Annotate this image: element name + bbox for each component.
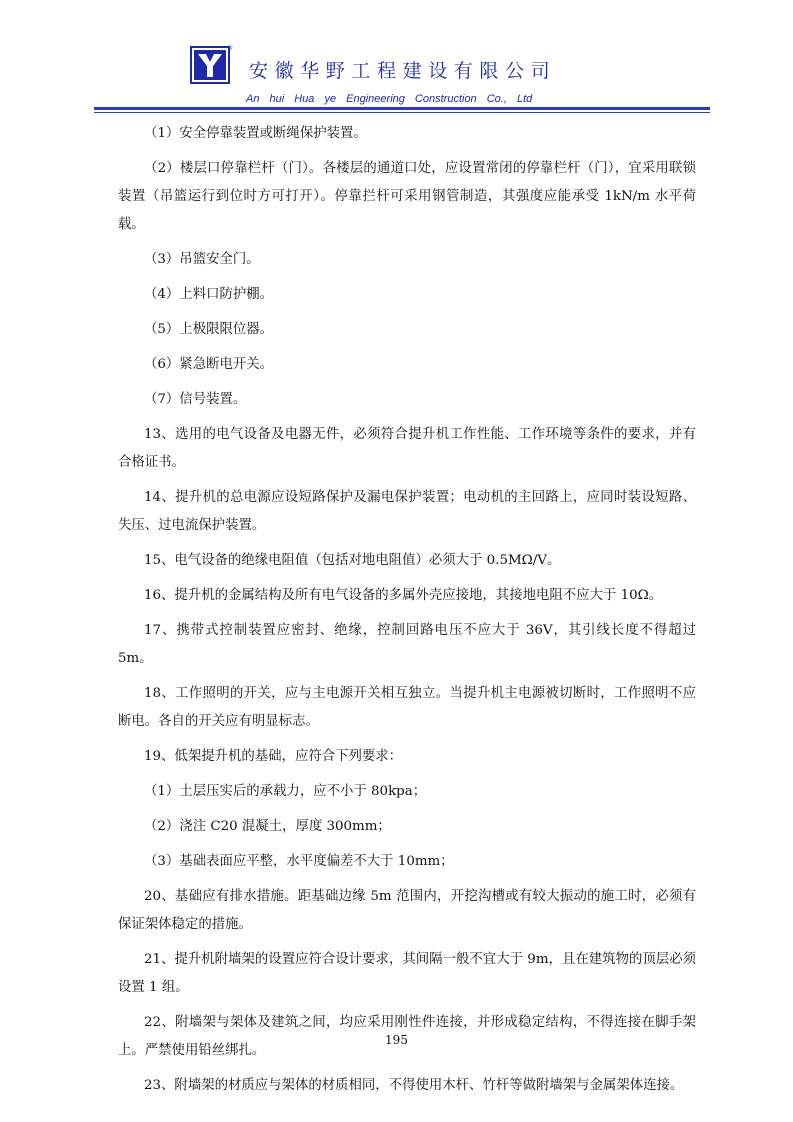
paragraph: 21、提升机附墙架的设置应符合设计要求，其间隔一般不宜大于 9m，且在建筑物的顶层必须设置 1 组。 bbox=[118, 952, 696, 995]
paragraph: （3）吊篮安全门。 bbox=[144, 252, 260, 267]
paragraph: （2）浇注 C20 混凝土，厚度 300mm； bbox=[144, 819, 391, 834]
paragraph: 16、提升机的金属结构及所有电气设备的多属外壳应接地，其接地电阻不应大于 10Ω。 bbox=[144, 588, 663, 603]
paragraph: （5）上极限限位器。 bbox=[144, 322, 274, 337]
paragraph: 14、提升机的总电源应设短路保护及漏电保护装置；电动机的主回路上，应同时装设短路、失压、过电流保护装置。 bbox=[118, 490, 696, 533]
document-body bbox=[118, 120, 696, 1107]
page-number: 195 bbox=[385, 1033, 408, 1047]
paragraph: 15、电气设备的绝缘电阻值（包括对地电阻值）必须大于 0.5MΩ/V。 bbox=[144, 553, 561, 568]
header-rule-thin bbox=[94, 112, 710, 113]
registered-mark: ® bbox=[227, 45, 233, 52]
paragraph: 23、附墙架的材质应与架体的材质相同，不得使用木杆、竹杆等做附墙架与金属架体连接。 bbox=[144, 1078, 684, 1093]
paragraph: 20、基础应有排水措施。距基础边缘 5m 范围内，开挖沟槽或有较大振动的施工时，必须有保证架体稳定的措施。 bbox=[118, 889, 696, 932]
company-name-cn: 安徽华野工程建设有限公司 bbox=[249, 60, 557, 82]
paragraph: （1）土层压实后的承载力，应不小于 80kpa； bbox=[144, 784, 427, 799]
paragraph: （6）紧急断电开关。 bbox=[144, 357, 274, 372]
paragraph: 13、选用的电气设备及电器无件，必须符合提升机工作性能、工作环境等条件的要求，并有合格证书。 bbox=[118, 427, 696, 470]
paragraph: 19、低架提升机的基础，应符合下列要求： bbox=[144, 749, 403, 764]
paragraph: 22、附墙架与架体及建筑之间，均应采用刚性件连接，并形成稳定结构，不得连接在脚手架上。严禁使用铅丝绑扎。 bbox=[118, 1015, 696, 1058]
paragraph: （3）基础表面应平整，水平度偏差不大于 10mm； bbox=[144, 854, 454, 869]
paragraph: （4）上料口防护棚。 bbox=[144, 287, 274, 302]
company-name-en: An hui Hua ye Engineering Construction Co., Ltd bbox=[246, 93, 533, 105]
paragraph: （7）信号装置。 bbox=[144, 392, 247, 407]
company-logo bbox=[190, 44, 232, 86]
paragraph: （1）安全停靠装置或断绳保护装置。 bbox=[144, 126, 367, 141]
paragraph: （2）楼层口停靠栏杆（门）。各楼层的通道口处，应设置常闭的停靠栏杆（门），宜采用联锁装置（吊篮运行到位时方可打开）。停靠拦杆可采用钢管制造，其强度应能承受 1kN/m 水平荷载。 bbox=[118, 161, 696, 232]
paragraph: 18、工作照明的开关，应与主电源开关相互独立。当提升机主电源被切断时，工作照明不应断电。各自的开关应有明显标志。 bbox=[118, 686, 696, 729]
page-header bbox=[0, 0, 793, 122]
header-rule-thick bbox=[94, 107, 710, 110]
paragraph: 17、携带式控制装置应密封、绝缘，控制回路电压不应大于 36V，其引线长度不得超过 5m。 bbox=[118, 623, 696, 666]
